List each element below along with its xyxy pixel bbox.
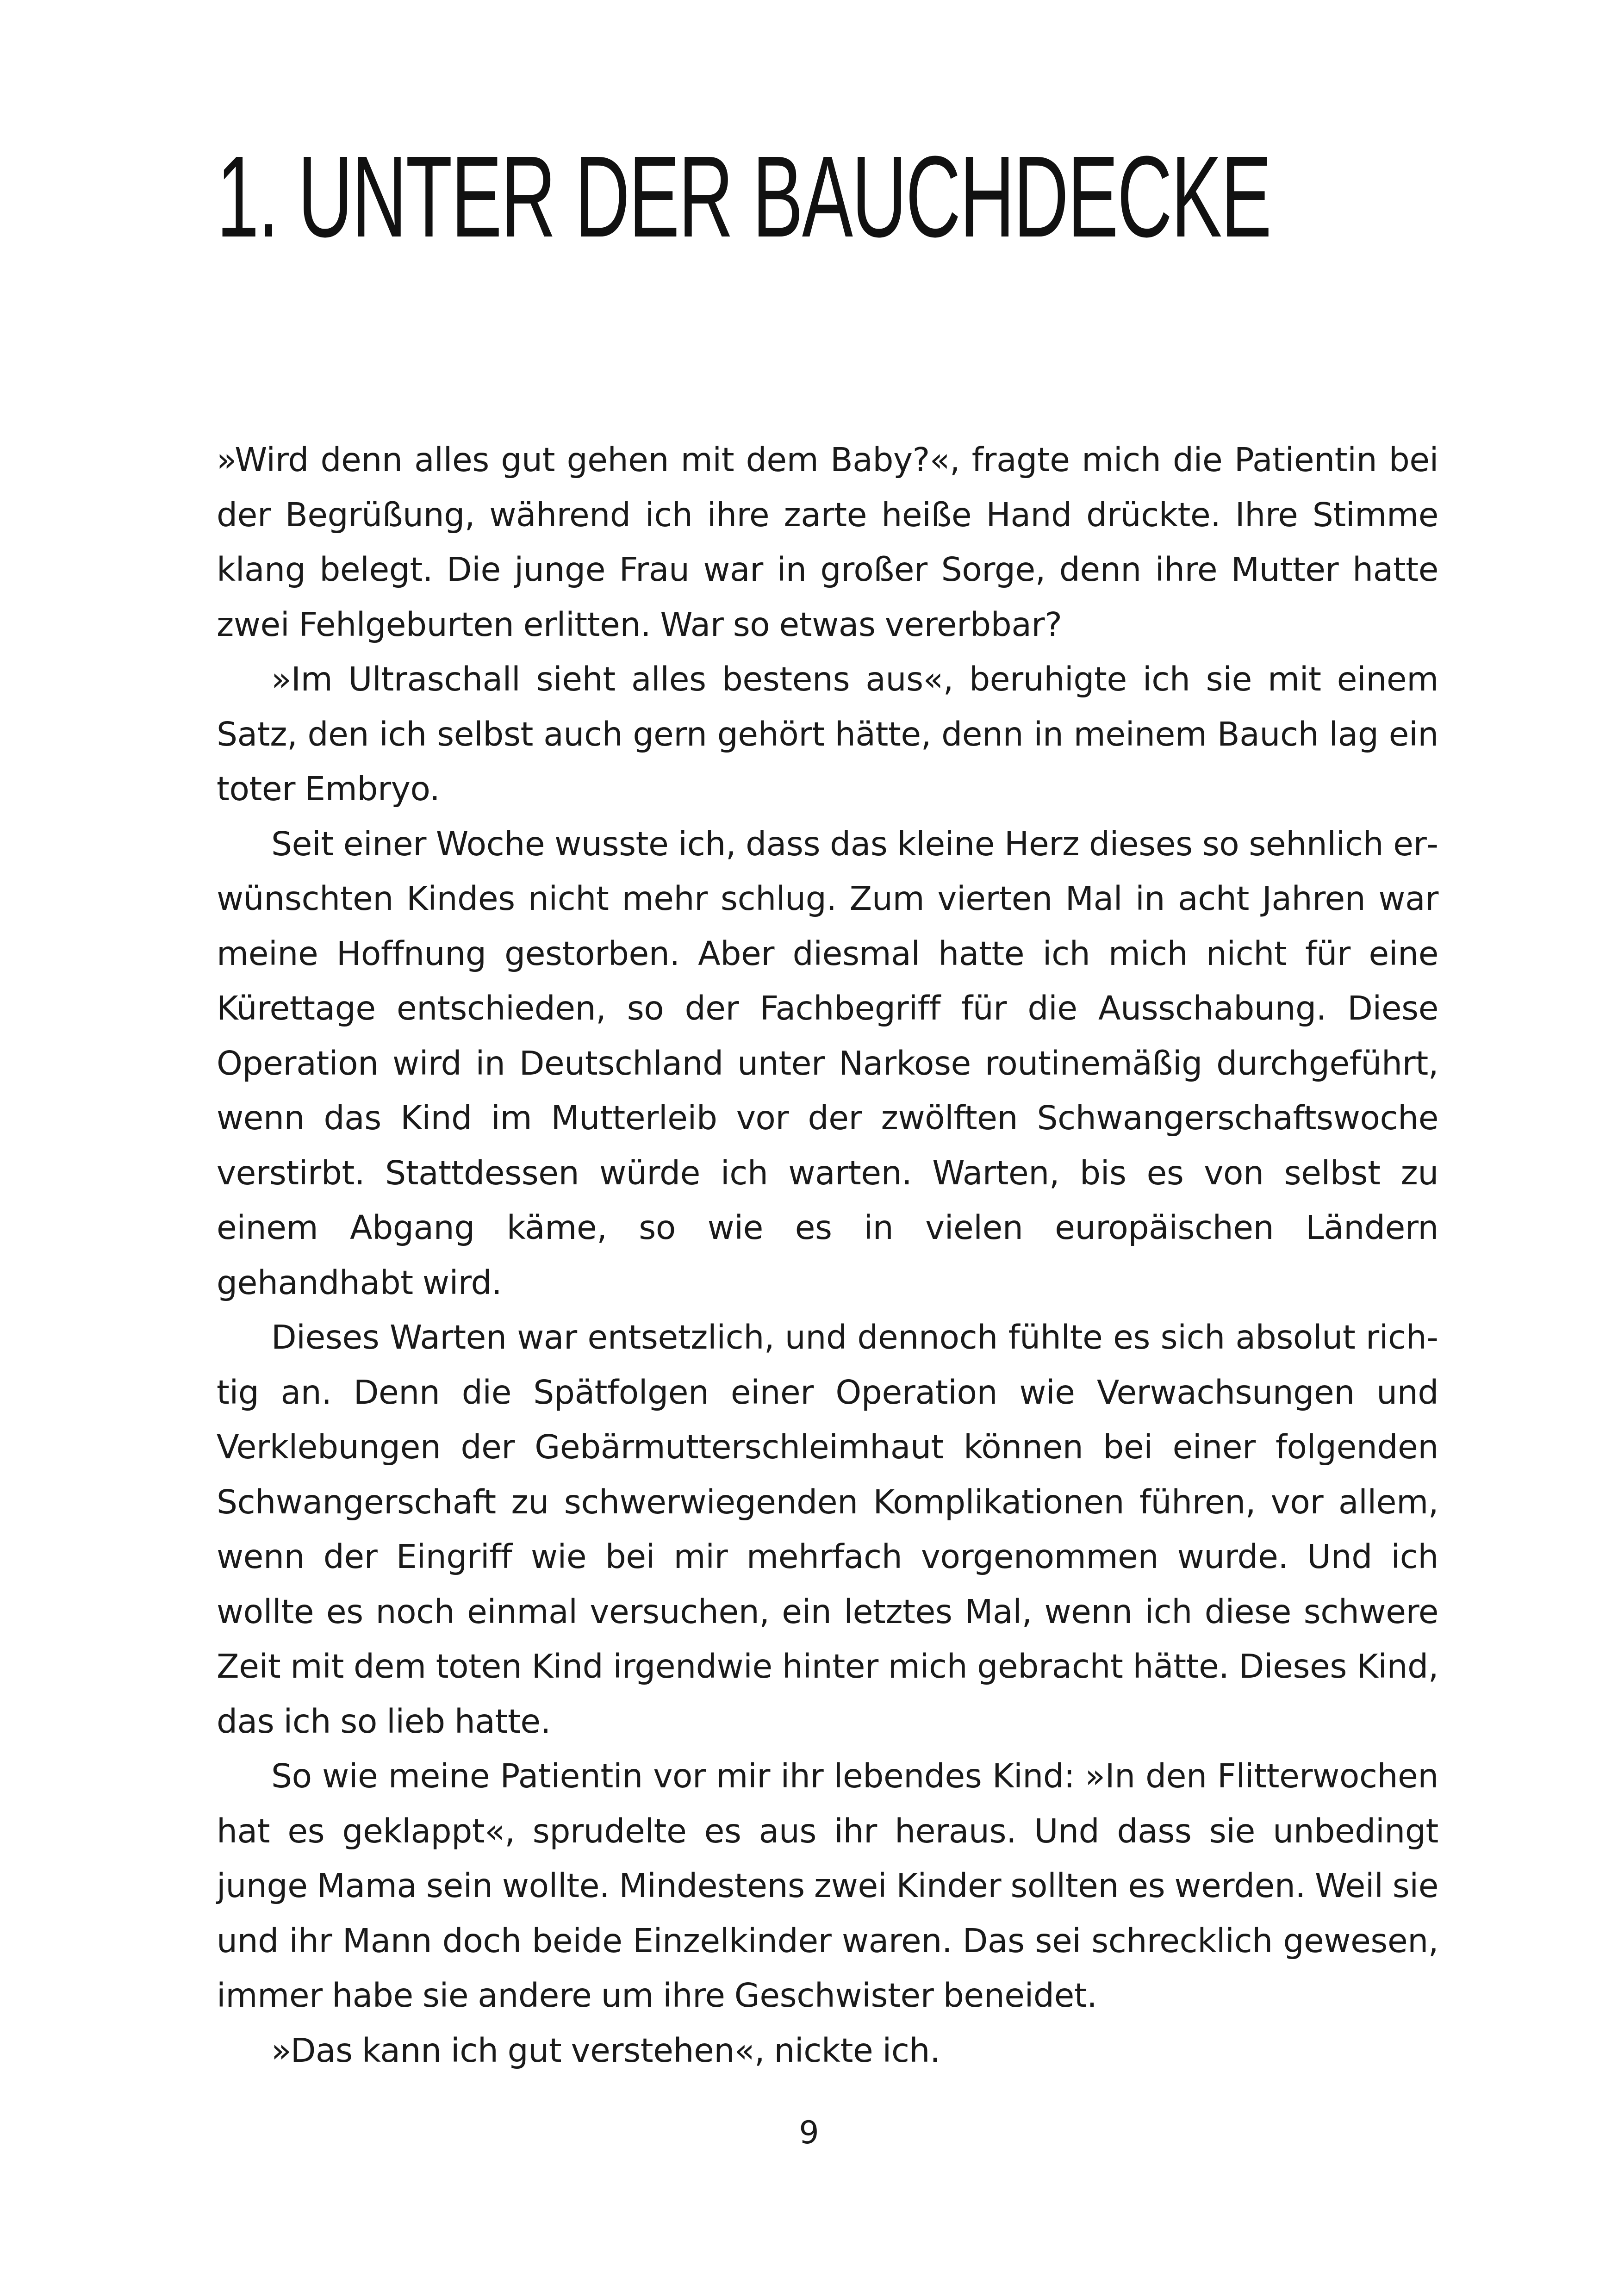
chapter-title: 1. UNTER DER BAUCHDECKE [217,132,1271,261]
paragraph: »Im Ultraschall sieht alles bestens aus«, beruhigte ich sie mit einem Satz, den ich selbst auch gern gehört hätte, denn in meinem Bauch lag ein toter Embryo. [217,660,1438,808]
paragraph: Dieses Warten war entsetzlich, und dennoch fühlte es sich absolut richtig an. Denn die Spätfolgen einer Operation wie Verwachsungen und Verklebungen der Gebärmutterschleimhaut können bei einer folgenden Schwangerschaft zu schwerwiegenden Komplikationen führen, vor allem, wenn der Eingriff wie bei mir mehrfach vorgenommen wurde. Und ich wollte es noch einmal versuchen, ein letztes Mal, wenn ich diese schwere Zeit mit dem toten Kind irgendwie hinter mich gebracht hätte. Dieses Kind, das ich so lieb hatte. [217,1318,1438,1741]
paragraph: Seit einer Woche wusste ich, dass das kleine Herz dieses so sehnlich erwünschten Kindes nicht mehr schlug. Zum vierten Mal in acht Jahren war meine Hoffnung gestorben. Aber diesmal hatte ich mich nicht für eine Kürettage entschieden, so der Fachbegriff für die Ausschabung. Diese Operation wird in Deutschland unter Narkose routinemäßig durchgeführt, wenn das Kind im Mutterleib vor der zwölften Schwangerschaftswoche verstirbt. Stattdessen würde ich warten. Warten, bis es von selbst zu einem Abgang käme, so wie es in vielen europäischen Ländern gehandhabt wird. [217,824,1438,1302]
body-text [217,433,1438,2078]
paragraph: So wie meine Patientin vor mir ihr lebendes Kind: »In den Flitterwochen hat es geklappt«, sprudelte es aus ihr heraus. Und dass sie unbedingt junge Mama sein wollte. Mindestens zwei Kinder sollten es werden. Weil sie und ihr Mann doch beide Einzelkinder waren. Das sei schrecklich gewesen, immer habe sie andere um ihre Geschwister beneidet. [217,1757,1438,2015]
page-number: 9 [799,2115,819,2151]
paragraph: »Wird denn alles gut gehen mit dem Baby?«, fragte mich die Patientin bei der Begrüßung, während ich ihre zarte heiße Hand drückte. Ihre Stimme klang belegt. Die junge Frau war in großer Sorge, denn ihre Mutter hatte zwei Fehlgeburten erlitten. War so etwas vererbbar? [217,441,1438,644]
paragraph: »Das kann ich gut verstehen«, nickte ich. [271,2031,940,2070]
